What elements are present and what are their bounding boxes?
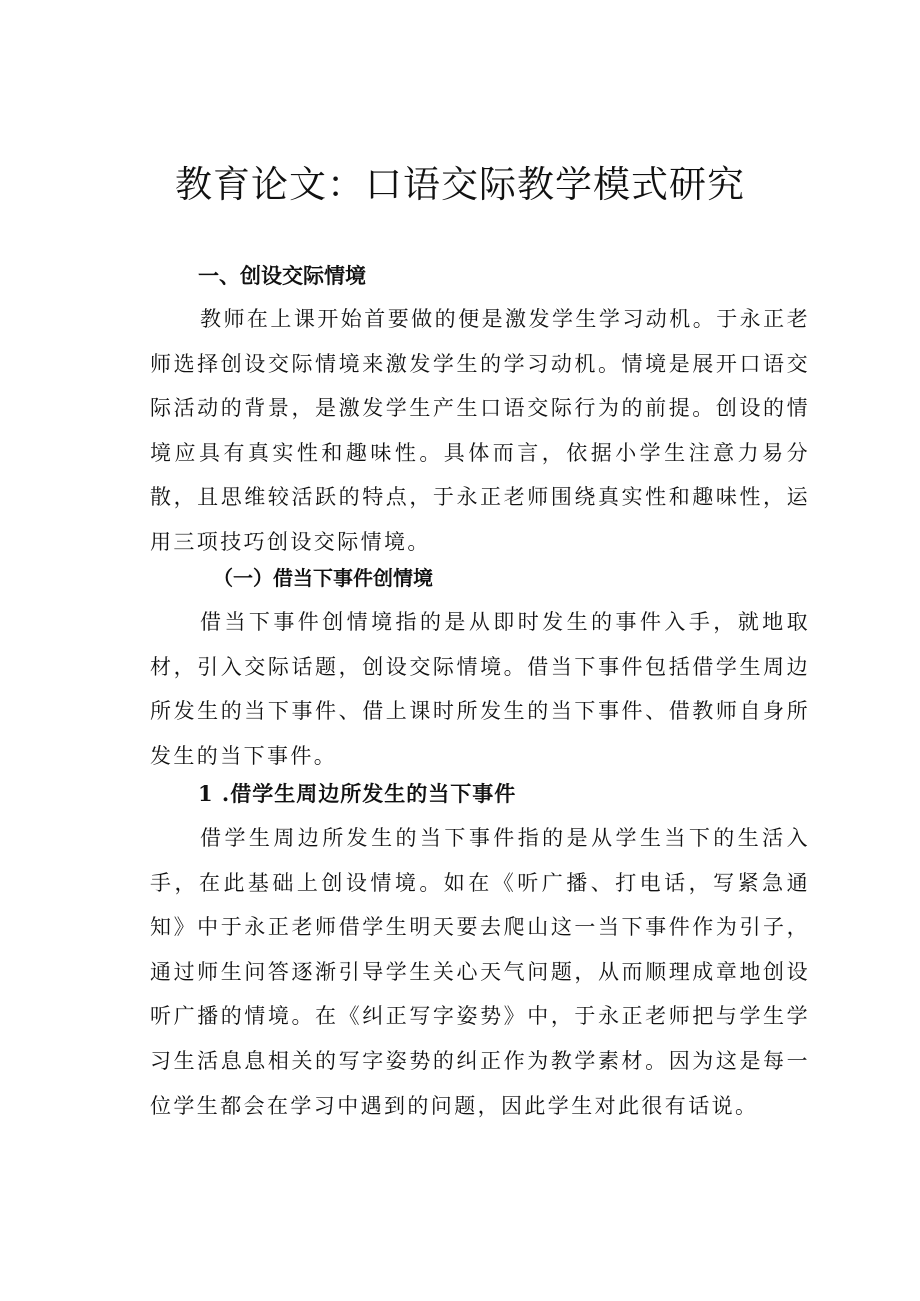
item-heading: 1 .借学生周边所发生的当下事件 <box>198 781 517 806</box>
paragraph-item: 借学生周边所发生的当下事件指的是从学生当下的生活入手，在此基础上创设情境。如在《听广播、打电话，写紧急通知》中于永正老师借学生明天要去爬山这一当下事件作为引子，通过师生问答逐渐引导学生关心天气问题，从而顺理成章地创设听广播的情境。在《纠正写字姿势》中，于永正老师把与学生学习生活息息相关的写字姿势的纠正作为教学素材。因为这是每一位学生都会在学习中遇到的问题，因此学生对此很有话说。 <box>150 826 810 1118</box>
paragraph-intro: 教师在上课开始首要做的便是激发学生学习动机。于永正老师选择创设交际情境来激发学生的学习动机。情境是展开口语交际活动的背景，是激发学生产生口语交际行为的前提。创设的情境应具有真实性和趣味性。具体而言，依据小学生注意力易分散，且思维较活跃的特点，于永正老师围绕真实性和趣味性，运用三项技巧创设交际情境。 <box>150 307 810 554</box>
section-heading: 一、创设交际情境 <box>198 264 366 288</box>
subsection-heading: （一）借当下事件创情境 <box>213 566 433 590</box>
document-title: 教育论文：口语交际教学模式研究 <box>175 163 745 206</box>
paragraph-subsection: 借当下事件创情境指的是从即时发生的事件入手，就地取材，引入交际话题，创设交际情境。借当下事件包括借学生周边所发生的当下事件、借上课时所发生的当下事件、借教师自身所发生的当下事件。 <box>150 610 810 768</box>
